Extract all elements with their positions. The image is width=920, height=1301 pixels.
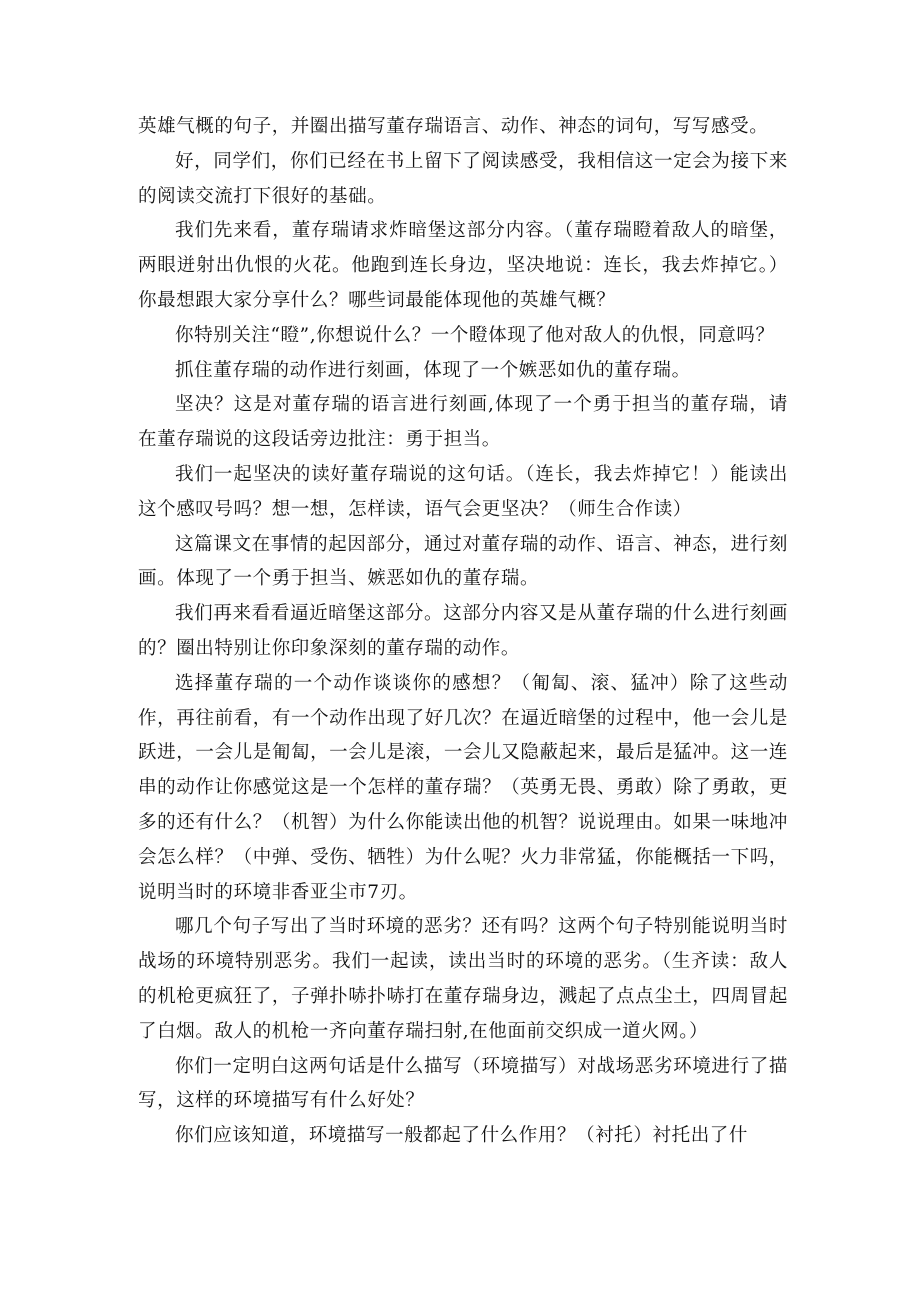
- paragraph: 英雄气概的句子，并圈出描写董存瑞语言、动作、神态的词句，写写感受。: [138, 116, 769, 137]
- paragraph: 我们先来看，董存瑞请求炸暗堡这部分内容。（董存瑞瞪着敌人的暗堡，两眼迸射出仇恨的火花。他跑到连长身边，坚决地说：连长，我去炸掉它。）你最想跟大家分享什么？哪些词最能体现他的英雄气概？: [138, 220, 788, 311]
- paragraph: 我们再来看看逼近暗堡这部分。这部分内容又是从董存瑞的什么进行刻画的？圈出特别让你印象深刻的董存瑞的动作。: [138, 603, 788, 659]
- paragraph: 好，同学们，你们已经在书上留下了阅读感受，我相信这一定会为接下来的阅读交流打下很好的基础。: [138, 150, 788, 207]
- paragraph: 选择董存瑞的一个动作谈谈你的感想？（匍匐、滚、猛冲）除了这些动作，再往前看，有一个动作出现了好几次？在逼近暗堡的过程中，他一会儿是跃进，一会儿是匍匐，一会儿是滚，一会儿又隐蔽起来，最后是猛冲。这一连串的动作让你感觉这是一个怎样的董存瑞？（英勇无畏、勇敢）除了勇敢，更多的还有什么？（机智）为什么你能读出他的机智？说说理由。如果一味地冲会怎么样？（中弹、受伤、牺牲）为什么呢？火力非常猛，你能概括一下吗，说明当时的环境非香亚尘市7刃。: [138, 672, 788, 903]
- paragraph: 你们应该知道，环境描写一般都起了什么作用？（衬托）衬托出了什: [175, 1125, 749, 1147]
- paragraph: 我们一起坚决的读好董存瑞说的这句话。（连长，我去炸掉它！）能读出这个感叹号吗？想一想，怎样读，语气会更坚决？（师生合作读）: [138, 463, 788, 520]
- paragraph: 你们一定明白这两句话是什么描写（环境描写）对战场恶劣环境进行了描写，这样的环境描写有什么好处？: [138, 1055, 788, 1112]
- paragraph: 抓住董存瑞的动作进行刻画，体现了一个嫉恶如仇的董存瑞。: [175, 359, 691, 381]
- paragraph: 你特别关注“瞪”,你想说什么？一个瞪体现了他对敌人的仇恨，同意吗？: [175, 324, 775, 346]
- document-page: [138, 110, 788, 1154]
- paragraph: 这篇课文在事情的起因部分，通过对董存瑞的动作、语言、神态，进行刻画。体现了一个勇于担当、嫉恶如仇的董存瑞。: [138, 533, 788, 590]
- paragraph: 坚决？这是对董存瑞的语言进行刻画,体现了一个勇于担当的董存瑞，请在董存瑞说的这段话旁边批注：勇于担当。: [138, 394, 788, 451]
- paragraph: 哪几个句子写出了当时环境的恶劣？还有吗？这两个句子特别能说明当时战场的环境特别恶劣。我们一起读，读出当时的环境的恶劣。（生齐读：敌人的机枪更疯狂了，子弹扑哧扑哧打在董存瑞身边，溅起了点点尘土，四周冒起了白烟。敌人的机枪一齐向董存瑞扫射,在他面前交织成一道火网。）: [138, 916, 788, 1042]
